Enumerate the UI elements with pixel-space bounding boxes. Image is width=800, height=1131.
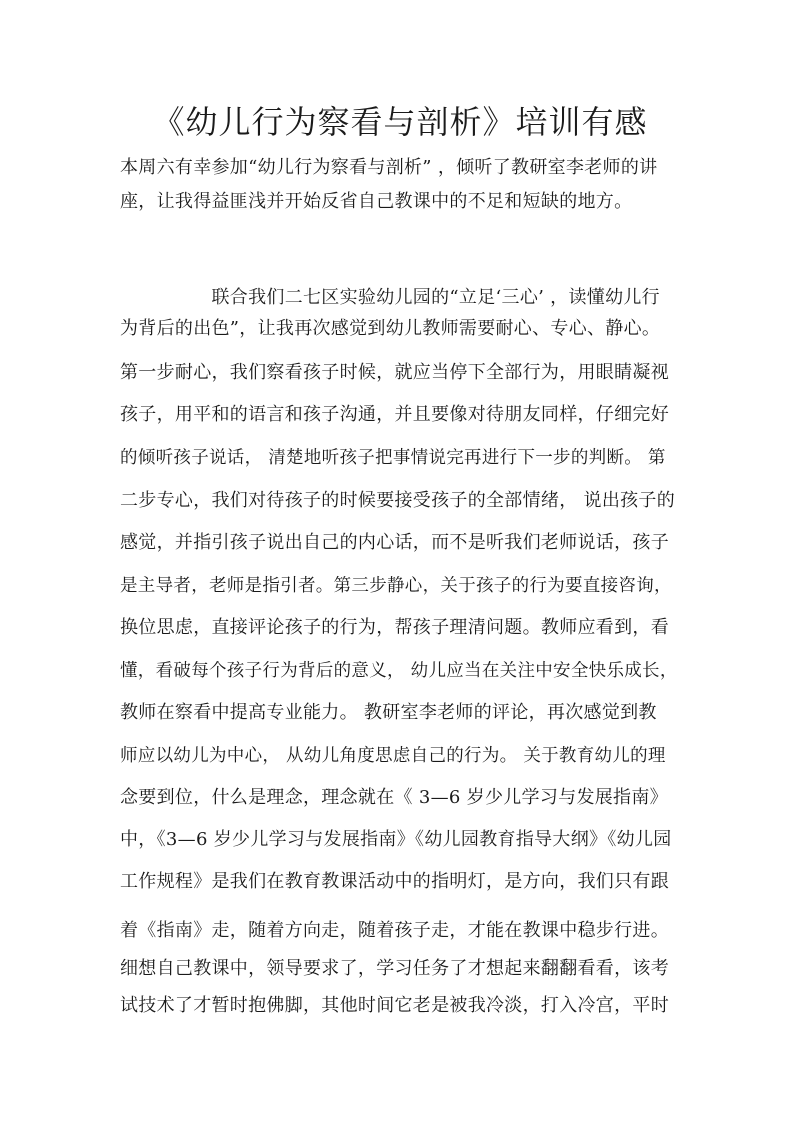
paragraph-line: 二步专心，我们对待孩子的时候要接受孩子的全部情绪， 说出孩子的 (120, 490, 676, 511)
paragraph-line: 中，《3—6 岁少儿学习与发展指南》《幼儿园教育指导大纲》《幼儿园 (120, 829, 672, 850)
paragraph-line: 着《指南》走，随着方向走，随着孩子走，才能在教课中稳步行进。 (120, 920, 669, 941)
paragraph-line: 感觉，并指引孩子说出自己的内心话，而不是听我们老师说话，孩子 (120, 532, 669, 553)
paragraph-line: 的倾听孩子说话， 清楚地听孩子把事情说完再进行下一步的判断。 第 (120, 448, 666, 468)
paragraph-line: 懂，看破每个孩子行为背后的意义， 幼儿应当在关注中安全快乐成长， (120, 661, 678, 681)
paragraph-line: 联合我们二七区实验幼儿园的“立足‘三心’ ，读懂幼儿行 (120, 287, 660, 308)
paragraph-line: 细想自己教课中，领导要求了，学习任务了才想起来翻翻看看，该考 (120, 958, 669, 979)
paragraph-line: 试技术了才暂时抱佛脚，其他时间它老是被我冷淡，打入冷宫，平时 (120, 995, 669, 1016)
paragraph-line: 是主导者，老师是指引者。第三步静心，关于孩子的行为要直接咨询， (120, 576, 672, 596)
paragraph-line: 为背后的出色”，让我再次感觉到幼儿教师需要耐心、专心、静心。 (120, 318, 661, 339)
paragraph-line: 孩子，用平和的语言和孩子沟通，并且要像对待朋友同样，仔细完好 (120, 404, 669, 425)
paragraph-line: 本周六有幸参加“幼儿行为察看与剖析” ，倾听了教研室李老师的讲 (120, 157, 658, 178)
paragraph-line: 第一步耐心，我们察看孩子时候，就应当停下全部行为，用眼睛凝视 (120, 362, 669, 383)
paragraph-line: 念要到位，什么是理念，理念就在《 3—6 岁少儿学习与发展指南》 (120, 787, 668, 808)
paragraph-line: 师应以幼儿为中心， 从幼儿角度思虑自己的行为。 关于教育幼儿的理 (120, 746, 666, 766)
paragraph-line: 座，让我得益匪浅并开始反省自己教课中的不足和短缺的地方。 (120, 191, 633, 212)
paragraph-line: 换位思虑，直接评论孩子的行为，帮孩子理清问题。教师应看到，看 (120, 617, 669, 638)
paragraph-line: 教师在察看中提高专业能力。 教研室李老师的评论，再次感觉到教 (120, 702, 657, 723)
paragraph-line: 工作规程》是我们在教育教课活动中的指明灯，是方向，我们只有跟 (120, 871, 669, 892)
document-title: 《幼儿行为察看与剖析》培训有感 (152, 103, 648, 141)
